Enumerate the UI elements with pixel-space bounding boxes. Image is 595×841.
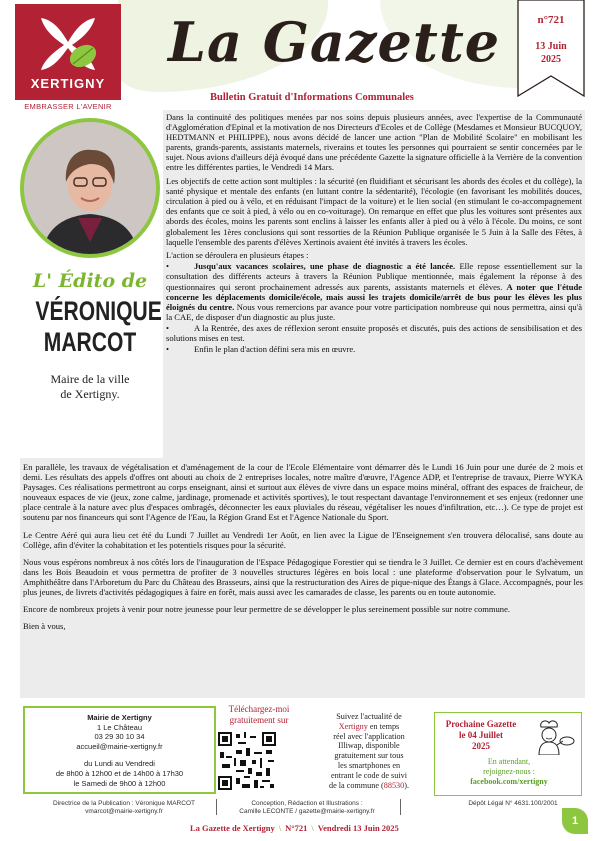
article-continued (23, 462, 583, 635)
illiwap-text: en temps (367, 721, 400, 731)
qr-code-icon[interactable] (218, 732, 276, 790)
edito-label: L' Édito de (32, 270, 148, 292)
page-number: 1 (562, 808, 588, 834)
illiwap-line: Suivez l'actualité de (336, 712, 402, 721)
issue-ribbon (514, 0, 588, 100)
facebook-invite-line1: En attendant, (487, 757, 531, 766)
next-issue-title (441, 719, 521, 752)
illiwap-text: ). (404, 780, 410, 790)
credit-line: Directrice de la Publication : Véronique MARCOT (53, 800, 195, 807)
bullet-bold: Jusqu'aux vacances scolaires, une phase de diagnostic a été lancée. (194, 261, 456, 272)
facebook-invite-line2: rejoignez-nous : (483, 767, 535, 776)
credit-divider (400, 799, 401, 815)
article-bullet: • A la Rentrée, des axes de réflexion seront ensuite proposés et discutés, puis des actions de sensibilisation et des solutions mises en test. (166, 322, 582, 343)
publication-director (34, 800, 214, 816)
opening-hours-saturday: le Samedi de 9h00 à 12h00 (73, 778, 166, 788)
qr-title-line2: gratuitement sur (229, 715, 289, 725)
article-paragraph: En parallèle, les travaux de végétalisation et d'aménagement de la cour de l'Ecole Elémentaire vont démarrer dès le Lundi 16 Juin pour une durée de 2 mois et demi. Les résultats des appels d'offres ont abouti au choix de 2 entreprises locales, notre maître d'œuvre, l'Agence ADP, et l'entreprise de travaux, Pierre WYKA Paysages. Ces réalisations permettront au corps enseignant, ainsi et surtout aux élèves de vivre dans un espace moins minéral, offrant des espaces de fraicheur, de nouveaux espaces de vie (jeux, zone calme, jardinage, promenade et activités sportives), le tout respectant davantage l'environnement et ses enjeux (redonner une place centrale à la nature avec plus d'espaces ombragés, déconnecter les eaux pluviales du réseau, végétaliser les noues d'infiltration, etc…). Ce type de projet est soutenu par nos financeurs qui sont l'Agence de l'Eau, la Région Grand Est et l'Agence Nationale du Sport. (23, 462, 583, 523)
illiwap-town: Xertigny (338, 721, 368, 731)
opening-hours-weekday: de 8h00 à 12h00 et de 14h00 à 17h30 (55, 768, 184, 778)
credit-line: Conception, Rédaction et Illustrations : (251, 800, 363, 807)
illiwap-code: 88530 (383, 780, 405, 790)
editorial-credits (222, 800, 392, 816)
edito-role-line1: Maire de la ville (50, 372, 130, 386)
edito-last-name: MARCOT (43, 327, 137, 357)
town-hall-phone[interactable]: 03 29 30 10 34 (94, 732, 145, 742)
footer-publication-name: La Gazette de Xertigny (190, 823, 275, 833)
qr-title-line1: Téléchargez-moi (228, 704, 290, 714)
next-issue-box (434, 712, 582, 796)
town-hall-contact-box (23, 706, 216, 794)
next-issue-line1: Prochaine Gazette (445, 719, 517, 729)
mayor-portrait (20, 118, 160, 258)
footer-issue: N°721 (285, 823, 308, 833)
footer-date: Vendredi 13 Juin 2025 (317, 823, 399, 833)
qr-title (218, 704, 300, 726)
xertigny-logo (15, 4, 121, 100)
article-paragraph: Le Centre Aéré qui aura lieu cet été du Lundi 7 Juillet au Vendredi 1er Août, en lien avec la Ligue de l'Enseignement s'en trouvera délocalisé, sans doute au Collège, afin d'éviter la cohabitation et les potentiels risques pour la sécurité. (23, 529, 583, 550)
edito-role-line2: de Xertigny. (60, 387, 120, 401)
bullet-text: Elle repose essentiellement sur la consultation des différents acteurs à travers la Réunion Publique mentionnée, mais également la réponse à des questionnaires qui seront prochainement adressés aux parents, assistants maternels et élèves. (166, 261, 582, 292)
bullet-text: Enfin le plan d'action défini sera mis en œuvre. (194, 344, 356, 355)
article-paragraph: Nous vous espérons nombreux à nos côtés lors de l'inauguration de l'Espace Pédagogique Forestier qui se tiendra le 3 Juillet. Ce dernier est en cours d'achèvement dans les Bois Beaudoin et vous permettra de profiter de 3 nouvelles structures légères en bois local : une plateforme d'observation pour le Sylvatum, un Amphithéâtre dans l'Arboretum du Parc du Château des Brasseurs, ainsi que la restructuration des Aires de pique-nique des Étangs à Glace. Accompagnés, pour les plus jeunes, de livrets d'activités pédagogiques à faire en forêt, mais aussi avec les camarades de classe, les parents ou en toute autonomie. (23, 556, 583, 598)
bullet-text: A la Rentrée, des axes de réflexion seront ensuite proposés et discutés, puis des actions de sensibilisation et des solutions mises en test. (166, 322, 582, 343)
article-column (166, 112, 582, 358)
illiwap-line: entrant le code de suivi (331, 770, 407, 780)
x-leaf-icon (33, 12, 103, 74)
credit-email[interactable]: Camille LECONTE / gazette@mairie-xertigny.fr (239, 808, 375, 815)
legal-deposit: Dépôt Légal N° 4631.100/2001 (468, 800, 558, 807)
edito-first-name: VÉRONIQUE (35, 296, 162, 326)
issue-date (514, 40, 588, 66)
bullet-bold: A noter que l'étude concerne les déplacements domicile/école, mais aussi les trajets domicile/arrêt de bus pour les élèves les plus éloignés du centre. (166, 281, 583, 312)
article-paragraph: Encore de nombreux projets à venir pour notre jeunesse pour leur permettre de se développer le plus sereinement possible sur notre commune. (23, 604, 511, 615)
chef-illustration-icon (527, 719, 575, 755)
issue-date-day: 13 Juin (535, 41, 567, 52)
town-hall-title: Mairie de Xertigny (87, 713, 152, 722)
illiwap-line: Illiwap, disponible (338, 741, 400, 751)
next-issue-year: 2025 (472, 741, 490, 751)
illiwap-line: gratuitement sur tous (334, 751, 404, 761)
newspaper-subtitle: Bulletin Gratuit d'Informations Communales (210, 92, 414, 103)
footer-line: La Gazette de Xertigny \ N°721 \ Vendredi 13 Juin 2025 (190, 823, 399, 833)
illiwap-line: les smartphones en (337, 760, 401, 770)
newspaper-title: La Gazette (168, 10, 501, 74)
illiwap-line (308, 781, 430, 791)
town-hall-address: 1 Le Château (96, 722, 143, 732)
illiwap-line: réel avec l'application (333, 731, 405, 741)
facebook-invite (441, 757, 577, 787)
article-bullet: • Enfin le plan d'action défini sera mis en œuvre. (166, 344, 356, 355)
credit-divider (216, 799, 217, 815)
edito-author-role (20, 372, 160, 402)
article-paragraph: L'action se déroulera en plusieurs étapes : (166, 250, 309, 261)
article-paragraph: Dans la continuité des politiques menées par nos soins depuis plusieurs années, avec l'expertise de la Communauté d'Agglomération d'Epinal et la motivation de nos Directeurs d'Ecoles et de Collège (Mesdames et Monsieur BUCQUOY, HEDTMANN et PHILIPPE), nous avons décidé de lancer une action "Plan de Mobilité Scolaire" en mobilisant les parents, grands-parents, assistants maternels, riverains et toutes les personnes qui pourraient se sentir concernées par le sujet. Nous avions d'ailleurs déjà évoqué dans une précédente Gazette la signature officielle à la Verrière de la convention entre les différentes parties, le Vendredi 14 Mars. (166, 112, 582, 173)
qr-download-block (218, 704, 300, 795)
article-paragraph: Les objectifs de cette action sont multiples : la sécurité (en fluidifiant et sécurisant les abords des écoles et du collège), la santé physique et mentale des enfants (en luttant contre la sédentarité), l'écologie (en favorisant les mobilités douces, circulation à pied ou à vélo, et en réduisant l'impact de la voiture) et le lien social (en stimulant le co-accompagnement des enfants que ce soit à pied, à vélo ou en co-voiturage). On remarque en effet que plus les voitures sont présentes aux abords des écoles, moins les parents sont enclins à laisser les enfants aller à pied ou à vélo à l'école. Du moins, ce sont globalement les 1ères conclusions qui sont ressorties de la Réunion Publique organisée le 5 Juin à la Salle des Fêtes, à laquelle l'ensemble des parents d'élèves Xertinois avaient été invités à travers les écoles. (166, 176, 582, 247)
town-hall-email[interactable]: accueil@mairie-xertigny.fr (76, 741, 163, 751)
issue-date-year: 2025 (541, 54, 561, 65)
logo-tagline: EMBRASSER L'AVENIR (24, 102, 112, 111)
credit-email[interactable]: vmarcot@mairie-xertigny.fr (85, 808, 163, 815)
edito-author-name (35, 296, 162, 358)
opening-hours-days: du Lundi au Vendredi (84, 759, 155, 769)
article-signoff: Bien à vous, (23, 621, 66, 632)
facebook-link[interactable]: facebook.com/xertigny (470, 777, 548, 786)
illiwap-text: de la commune ( (328, 780, 384, 790)
bullet-text: Nous vous remercions par avance pour votre participation nombreuse qui nous permettra, ainsi qu'à la CAE, de disposer d'un diagnostic au plus juste. (166, 301, 583, 322)
logo-name: XERTIGNY (30, 76, 106, 91)
illiwap-line (308, 722, 430, 732)
issue-number: n°721 (537, 14, 565, 26)
article-bullet: • Jusqu'aux vacances scolaires, une phase de diagnostic a été lancée. Elle repose essentiellement sur la consultation des différents acteurs à travers la Réunion Publique mentionnée, mais également la réponse à des questionnaires qui seront prochainement adressés aux parents, assistants maternels et élèves. A noter que l'étude concerne les déplacements domicile/école, mais aussi les trajets domicile/arrêt de bus pour les élèves les plus éloignés du centre. Nous vous remercions par avance pour votre participation nombreuse qui nous permettra, ainsi qu'à la CAE, de disposer d'un diagnostic au plus juste. (166, 261, 583, 322)
next-issue-date: le 04 Juillet (459, 730, 503, 740)
illiwap-info (308, 712, 430, 790)
